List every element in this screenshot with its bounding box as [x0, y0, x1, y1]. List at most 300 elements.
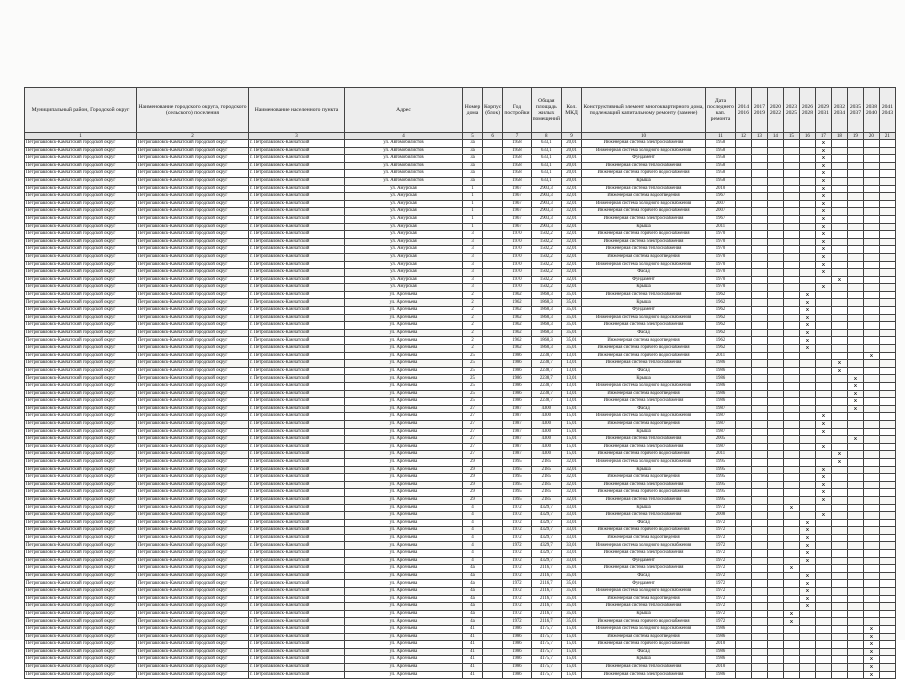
cell-period-mark: X: [863, 648, 879, 656]
cell-year-built: 1962: [503, 314, 531, 322]
cell-period-mark: X: [863, 626, 879, 634]
cell-house-number: 1: [463, 208, 483, 216]
cell-last-repair: 1962: [706, 345, 736, 353]
cell-count: 35,01: [562, 299, 582, 307]
cell-count: 20,01: [562, 177, 582, 185]
cell-area: 2116,7: [531, 595, 561, 603]
cell-period: [831, 603, 847, 611]
cell-period: [767, 140, 783, 148]
cell-year-built: 1972: [503, 542, 531, 550]
cell-year-built: 1986: [503, 375, 531, 383]
cell-count: 15,01: [562, 671, 582, 679]
cell-period: [847, 588, 863, 596]
cell-locality: г. Петропавловск-Камчатский: [249, 542, 345, 550]
cell-period: [767, 557, 783, 565]
cell-locality: г. Петропавловск-Камчатский: [249, 504, 345, 512]
cell-period: [847, 671, 863, 679]
cell-year-built: 1958: [503, 177, 531, 185]
column-number: 16: [799, 133, 815, 140]
cell-period-mark: X: [815, 474, 831, 482]
cell-period: [799, 656, 815, 664]
table-row: [25, 519, 896, 527]
cell-period: [751, 603, 767, 611]
cell-building: [483, 565, 503, 573]
table-row: [25, 496, 896, 504]
cell-period: [751, 481, 767, 489]
cell-address: ул. Арсеньева: [345, 641, 463, 649]
cell-period: [783, 580, 799, 588]
cell-period: [879, 360, 895, 368]
cell-period: [879, 648, 895, 656]
cell-count: 15,01: [562, 428, 582, 436]
cell-period: [863, 208, 879, 216]
cell-last-repair: 1962: [706, 291, 736, 299]
cell-last-repair: 1986: [706, 383, 736, 391]
cell-element: Инженерная система водоотведения: [582, 633, 706, 641]
cell-period: [735, 534, 751, 542]
cell-house-number: 4а: [463, 595, 483, 603]
cell-period: [783, 329, 799, 337]
cell-last-repair: 1972: [706, 557, 736, 565]
cell-period-mark: X: [815, 208, 831, 216]
cell-locality: г. Петропавловск-Камчатский: [249, 610, 345, 618]
cell-period: [767, 155, 783, 163]
cell-count: 15,01: [562, 420, 582, 428]
cell-period: [879, 329, 895, 337]
cell-period: [831, 200, 847, 208]
cell-area: 633,1: [531, 162, 561, 170]
cell-address: ул. Автомобилистов: [345, 177, 463, 185]
cell-period: [831, 512, 847, 520]
cell-period: [767, 246, 783, 254]
cell-locality: г. Петропавловск-Камчатский: [249, 595, 345, 603]
table-row: [25, 550, 896, 558]
cell-period: [863, 458, 879, 466]
cell-period: [735, 648, 751, 656]
cell-year-built: 1986: [503, 626, 531, 634]
cell-house-number: 4: [463, 542, 483, 550]
cell-period: [831, 284, 847, 292]
cell-period: [751, 451, 767, 459]
col-header-building: Корпус (блок): [483, 88, 503, 133]
cell-period: [879, 253, 895, 261]
column-number-row: [25, 133, 896, 140]
cell-period-mark: X: [847, 398, 863, 406]
cell-period: [783, 656, 799, 664]
cell-locality: г. Петропавловск-Камчатский: [249, 170, 345, 178]
cell-period: [863, 223, 879, 231]
cell-last-repair: 1986: [706, 398, 736, 406]
cell-building: [483, 428, 503, 436]
cell-period-mark: X: [799, 603, 815, 611]
table-row: [25, 155, 896, 163]
cell-period: [751, 466, 767, 474]
table-row: [25, 534, 896, 542]
cell-year-built: 1958: [503, 140, 531, 148]
cell-area: 2116,7: [531, 580, 561, 588]
col-header-year-built: Год постройки: [503, 88, 531, 133]
cell-element: Инженерная система электроснабжения: [582, 398, 706, 406]
cell-settlement: Петропавловск-Камчатский городской округ: [137, 215, 249, 223]
cell-period-mark: X: [799, 595, 815, 603]
cell-area: 1868,3: [531, 337, 561, 345]
cell-period-mark: X: [831, 451, 847, 459]
cell-address: ул. Автомобилистов: [345, 162, 463, 170]
cell-element: Инженерная система теплоснабжения: [582, 162, 706, 170]
cell-year-built: 1972: [503, 504, 531, 512]
cell-district: Петропавловск-Камчатский городской округ: [25, 641, 137, 649]
cell-count: 13,01: [562, 352, 582, 360]
cell-locality: г. Петропавловск-Камчатский: [249, 648, 345, 656]
cell-district: Петропавловск-Камчатский городской округ: [25, 291, 137, 299]
cell-year-built: 1962: [503, 345, 531, 353]
cell-last-repair: 1972: [706, 542, 736, 550]
cell-locality: г. Петропавловск-Камчатский: [249, 580, 345, 588]
cell-period: [863, 140, 879, 148]
cell-period: [879, 246, 895, 254]
cell-period: [751, 360, 767, 368]
cell-house-number: 2: [463, 291, 483, 299]
table-row: [25, 383, 896, 391]
cell-house-number: 4а: [463, 603, 483, 611]
cell-period: [815, 436, 831, 444]
cell-period-mark: X: [815, 231, 831, 239]
cell-last-repair: 1972: [706, 618, 736, 626]
cell-district: Петропавловск-Камчатский городской округ: [25, 200, 137, 208]
cell-period: [735, 413, 751, 421]
cell-element: Инженерная система горячего водоснабжения: [582, 451, 706, 459]
cell-settlement: Петропавловск-Камчатский городской округ: [137, 474, 249, 482]
cell-house-number: 3: [463, 238, 483, 246]
cell-period-mark: X: [799, 519, 815, 527]
cell-period: [735, 557, 751, 565]
cell-period: [799, 155, 815, 163]
cell-period: [847, 466, 863, 474]
cell-period-mark: X: [799, 314, 815, 322]
cell-period: [847, 155, 863, 163]
cell-period: [767, 405, 783, 413]
cell-district: Петропавловск-Камчатский городской округ: [25, 413, 137, 421]
cell-building: [483, 276, 503, 284]
cell-period: [863, 618, 879, 626]
cell-building: [483, 185, 503, 193]
cell-area: 2185: [531, 466, 561, 474]
cell-count: 32,01: [562, 269, 582, 277]
cell-year-built: 1972: [503, 534, 531, 542]
cell-period: [735, 284, 751, 292]
cell-period: [799, 140, 815, 148]
cell-period: [879, 215, 895, 223]
cell-element: Фундамент: [582, 307, 706, 315]
cell-period: [879, 398, 895, 406]
cell-period: [735, 352, 751, 360]
cell-last-repair: 1962: [706, 337, 736, 345]
cell-last-repair: 1987: [706, 405, 736, 413]
cell-period: [751, 329, 767, 337]
cell-building: [483, 572, 503, 580]
cell-period: [783, 352, 799, 360]
cell-element: Инженерная система электроснабжения: [582, 238, 706, 246]
cell-period: [751, 200, 767, 208]
cell-period: [751, 398, 767, 406]
cell-period: [799, 238, 815, 246]
cell-period-mark: X: [863, 633, 879, 641]
column-number: 15: [783, 133, 799, 140]
cell-period-mark: X: [783, 565, 799, 573]
cell-period: [831, 185, 847, 193]
cell-period-mark: X: [831, 276, 847, 284]
cell-period: [767, 314, 783, 322]
cell-building: [483, 215, 503, 223]
cell-house-number: 4: [463, 527, 483, 535]
cell-period: [735, 185, 751, 193]
cell-period: [831, 223, 847, 231]
cell-period: [831, 345, 847, 353]
cell-period: [815, 565, 831, 573]
cell-period: [735, 246, 751, 254]
cell-building: [483, 140, 503, 148]
table-row: [25, 231, 896, 239]
cell-locality: г. Петропавловск-Камчатский: [249, 147, 345, 155]
cell-period: [863, 185, 879, 193]
cell-period: [831, 527, 847, 535]
cell-district: Петропавловск-Камчатский городской округ: [25, 269, 137, 277]
cell-period: [879, 610, 895, 618]
cell-period: [799, 246, 815, 254]
cell-element: Инженерная система электроснабжения: [582, 671, 706, 679]
cell-year-built: 1962: [503, 322, 531, 330]
cell-year-built: 1995: [503, 466, 531, 474]
cell-house-number: 29: [463, 496, 483, 504]
table-row: [25, 648, 896, 656]
table-row: [25, 588, 896, 596]
cell-period: [767, 307, 783, 315]
cell-period: [831, 261, 847, 269]
cell-area: 4175,7: [531, 656, 561, 664]
cell-period: [847, 413, 863, 421]
cell-locality: г. Петропавловск-Камчатский: [249, 215, 345, 223]
cell-house-number: 1: [463, 215, 483, 223]
table-row: [25, 489, 896, 497]
cell-count: 33,01: [562, 550, 582, 558]
cell-building: [483, 671, 503, 679]
cell-period: [735, 663, 751, 671]
cell-period: [831, 671, 847, 679]
cell-period: [751, 504, 767, 512]
cell-house-number: 2: [463, 329, 483, 337]
cell-period: [879, 208, 895, 216]
cell-district: Петропавловск-Камчатский городской округ: [25, 648, 137, 656]
cell-period: [831, 390, 847, 398]
cell-count: 32,01: [562, 458, 582, 466]
cell-period: [735, 390, 751, 398]
cell-house-number: 1: [463, 200, 483, 208]
cell-period: [831, 534, 847, 542]
cell-element: Крыша: [582, 223, 706, 231]
cell-period: [879, 352, 895, 360]
cell-count: 32,01: [562, 246, 582, 254]
table-row: [25, 329, 896, 337]
cell-building: [483, 322, 503, 330]
cell-period-mark: X: [815, 238, 831, 246]
cell-period: [831, 291, 847, 299]
cell-building: [483, 162, 503, 170]
cell-building: [483, 269, 503, 277]
cell-period: [847, 474, 863, 482]
cell-area: 1502,2: [531, 253, 561, 261]
cell-building: [483, 603, 503, 611]
cell-element: Инженерная система горячего водоснабжения: [582, 231, 706, 239]
cell-period: [751, 436, 767, 444]
cell-period: [735, 489, 751, 497]
cell-period: [879, 383, 895, 391]
col-header-district: Муниципальный район, Городской округ: [25, 88, 137, 133]
column-number: 1: [25, 133, 137, 140]
cell-period: [751, 162, 767, 170]
cell-period: [767, 527, 783, 535]
cell-building: [483, 504, 503, 512]
cell-period: [863, 428, 879, 436]
cell-period: [879, 185, 895, 193]
cell-period: [767, 193, 783, 201]
cell-period: [847, 261, 863, 269]
cell-last-repair: 1962: [706, 322, 736, 330]
cell-period: [751, 375, 767, 383]
cell-element: Инженерная система холодного водоснабжения: [582, 147, 706, 155]
cell-element: Крыша: [582, 610, 706, 618]
cell-period-mark: X: [863, 663, 879, 671]
cell-year-built: 1972: [503, 603, 531, 611]
cell-period: [783, 200, 799, 208]
cell-district: Петропавловск-Камчатский городской округ: [25, 489, 137, 497]
cell-house-number: 3: [463, 269, 483, 277]
cell-count: 13,01: [562, 375, 582, 383]
cell-period: [863, 307, 879, 315]
cell-area: 4175,7: [531, 663, 561, 671]
cell-period: [799, 208, 815, 216]
cell-district: Петропавловск-Камчатский городской округ: [25, 671, 137, 679]
cell-year-built: 1972: [503, 550, 531, 558]
cell-element: Инженерная система теплоснабжения: [582, 663, 706, 671]
cell-house-number: 25: [463, 352, 483, 360]
cell-period: [847, 200, 863, 208]
column-number: 17: [815, 133, 831, 140]
cell-period-mark: X: [799, 527, 815, 535]
cell-count: 32,01: [562, 481, 582, 489]
cell-address: ул. Арсеньева: [345, 345, 463, 353]
cell-locality: г. Петропавловск-Камчатский: [249, 276, 345, 284]
cell-period: [767, 253, 783, 261]
cell-period: [751, 519, 767, 527]
cell-district: Петропавловск-Камчатский городской округ: [25, 512, 137, 520]
cell-element: Крыша: [582, 284, 706, 292]
cell-period: [799, 474, 815, 482]
cell-count: 20,01: [562, 170, 582, 178]
cell-period: [735, 367, 751, 375]
cell-building: [483, 367, 503, 375]
cell-period: [831, 307, 847, 315]
cell-period: [847, 618, 863, 626]
cell-address: ул. Арсеньева: [345, 542, 463, 550]
cell-settlement: Петропавловск-Камчатский городской округ: [137, 443, 249, 451]
cell-period: [815, 276, 831, 284]
cell-address: ул. Арсеньева: [345, 398, 463, 406]
cell-building: [483, 588, 503, 596]
cell-period: [879, 405, 895, 413]
cell-count: 33,01: [562, 527, 582, 535]
table-row: [25, 481, 896, 489]
cell-last-repair: 1986: [706, 648, 736, 656]
cell-area: 2238,7: [531, 390, 561, 398]
cell-house-number: 4: [463, 534, 483, 542]
cell-element: Инженерная система холодного водоснабжения: [582, 314, 706, 322]
cell-year-built: 1995: [503, 489, 531, 497]
cell-period: [799, 162, 815, 170]
cell-district: Петропавловск-Камчатский городской округ: [25, 383, 137, 391]
cell-district: Петропавловск-Камчатский городской округ: [25, 140, 137, 148]
cell-area: 4300: [531, 436, 561, 444]
cell-period-mark: X: [863, 671, 879, 679]
cell-house-number: 2: [463, 322, 483, 330]
cell-period: [879, 663, 895, 671]
cell-district: Петропавловск-Камчатский городской округ: [25, 314, 137, 322]
cell-locality: г. Петропавловск-Камчатский: [249, 345, 345, 353]
cell-district: Петропавловск-Камчатский городской округ: [25, 633, 137, 641]
cell-period: [831, 253, 847, 261]
cell-period: [847, 550, 863, 558]
cell-period: [863, 261, 879, 269]
cell-building: [483, 223, 503, 231]
cell-address: ул. Амурская: [345, 215, 463, 223]
cell-period: [783, 443, 799, 451]
cell-address: ул. Арсеньева: [345, 352, 463, 360]
cell-period: [831, 383, 847, 391]
cell-address: ул. Арсеньева: [345, 504, 463, 512]
cell-period: [783, 367, 799, 375]
cell-address: ул. Арсеньева: [345, 405, 463, 413]
cell-element: Инженерная система водоотведения: [582, 193, 706, 201]
col-header-period-9: 2038 2040: [863, 88, 879, 133]
col-header-count: Кол. МКД: [562, 88, 582, 133]
cell-period: [879, 322, 895, 330]
cell-period: [735, 147, 751, 155]
cell-period: [751, 626, 767, 634]
cell-address: ул. Арсеньева: [345, 458, 463, 466]
cell-period: [767, 284, 783, 292]
cell-period: [751, 641, 767, 649]
cell-count: 35,01: [562, 603, 582, 611]
cell-period-mark: X: [815, 162, 831, 170]
cell-locality: г. Петропавловск-Камчатский: [249, 390, 345, 398]
cell-element: Инженерная система теплоснабжения: [582, 246, 706, 254]
cell-period: [847, 345, 863, 353]
cell-building: [483, 155, 503, 163]
cell-period-mark: X: [847, 436, 863, 444]
cell-settlement: Петропавловск-Камчатский городской округ: [137, 314, 249, 322]
cell-building: [483, 656, 503, 664]
cell-last-repair: 1958: [706, 155, 736, 163]
cell-building: [483, 557, 503, 565]
cell-period: [799, 489, 815, 497]
cell-district: Петропавловск-Камчатский городской округ: [25, 595, 137, 603]
cell-period-mark: X: [815, 140, 831, 148]
cell-period: [751, 443, 767, 451]
cell-period: [799, 375, 815, 383]
cell-area: 633,1: [531, 147, 561, 155]
cell-last-repair: 1972: [706, 519, 736, 527]
cell-last-repair: 1970: [706, 253, 736, 261]
cell-period: [767, 413, 783, 421]
